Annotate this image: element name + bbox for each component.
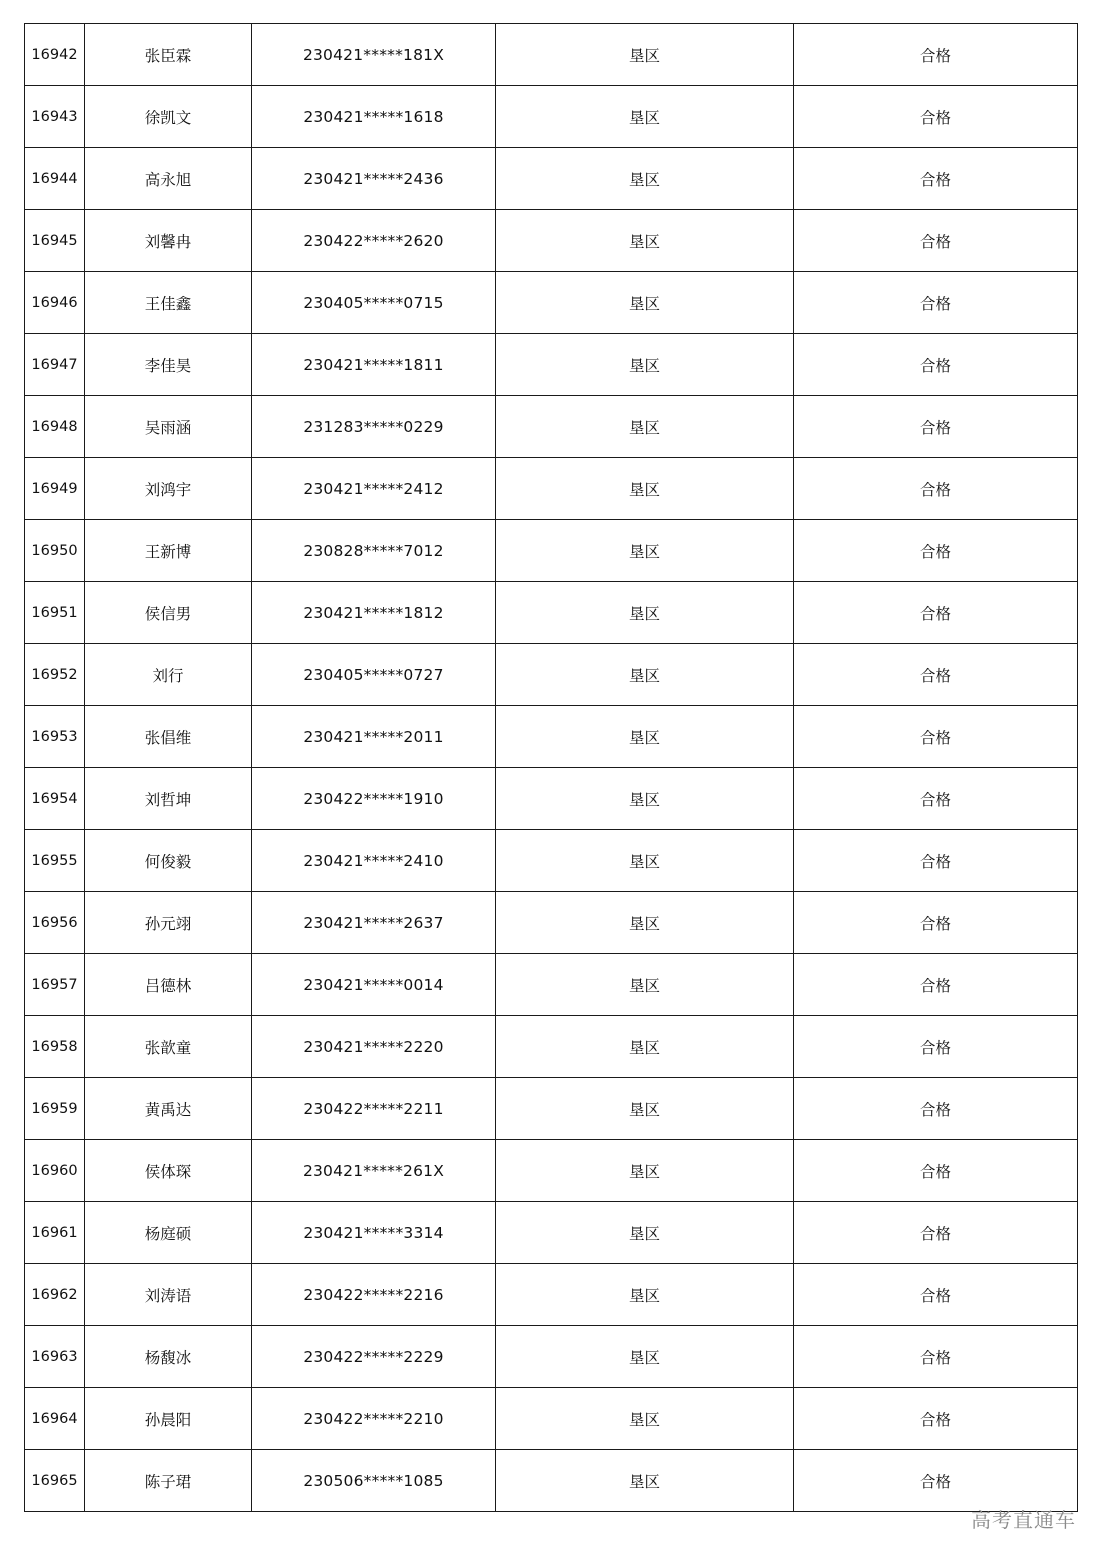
id-number-cell: 230421*****2412 [252,458,496,520]
table-row [25,768,1078,830]
serial-number-cell: 16945 [25,210,85,272]
result-cell: 合格 [794,892,1078,954]
region-cell: 垦区 [496,272,794,334]
result-cell: 合格 [794,148,1078,210]
name-cell: 王佳鑫 [85,272,252,334]
result-cell: 合格 [794,1450,1078,1512]
serial-number-cell: 16947 [25,334,85,396]
table-row [25,458,1078,520]
result-cell: 合格 [794,520,1078,582]
region-cell: 垦区 [496,1264,794,1326]
table-row [25,1016,1078,1078]
serial-number-cell: 16958 [25,1016,85,1078]
name-cell: 侯信男 [85,582,252,644]
region-cell: 垦区 [496,1016,794,1078]
serial-number-cell: 16942 [25,24,85,86]
id-number-cell: 230422*****2210 [252,1388,496,1450]
id-number-cell: 230421*****2220 [252,1016,496,1078]
results-table-body [25,24,1078,1512]
serial-number-cell: 16944 [25,148,85,210]
id-number-cell: 230421*****1811 [252,334,496,396]
region-cell: 垦区 [496,396,794,458]
region-cell: 垦区 [496,210,794,272]
serial-number-cell: 16943 [25,86,85,148]
table-row [25,1326,1078,1388]
region-cell: 垦区 [496,520,794,582]
result-cell: 合格 [794,706,1078,768]
id-number-cell: 230421*****2436 [252,148,496,210]
table-row [25,830,1078,892]
result-cell: 合格 [794,830,1078,892]
name-cell: 刘行 [85,644,252,706]
name-cell: 刘馨冉 [85,210,252,272]
serial-number-cell: 16955 [25,830,85,892]
region-cell: 垦区 [496,768,794,830]
id-number-cell: 230422*****2211 [252,1078,496,1140]
name-cell: 张臣霖 [85,24,252,86]
name-cell: 陈子珺 [85,1450,252,1512]
region-cell: 垦区 [496,892,794,954]
table-row [25,1078,1078,1140]
region-cell: 垦区 [496,86,794,148]
table-row [25,582,1078,644]
serial-number-cell: 16965 [25,1450,85,1512]
region-cell: 垦区 [496,1140,794,1202]
name-cell: 高永旭 [85,148,252,210]
region-cell: 垦区 [496,148,794,210]
result-cell: 合格 [794,396,1078,458]
result-cell: 合格 [794,272,1078,334]
result-cell: 合格 [794,1326,1078,1388]
serial-number-cell: 16949 [25,458,85,520]
region-cell: 垦区 [496,458,794,520]
table-row [25,1450,1078,1512]
serial-number-cell: 16950 [25,520,85,582]
name-cell: 刘鸿宇 [85,458,252,520]
name-cell: 何俊毅 [85,830,252,892]
id-number-cell: 230405*****0715 [252,272,496,334]
results-table [24,23,1078,1512]
watermark-text: 高考直通车 [971,1508,1076,1532]
table-row [25,210,1078,272]
name-cell: 张倡维 [85,706,252,768]
name-cell: 刘哲坤 [85,768,252,830]
serial-number-cell: 16961 [25,1202,85,1264]
table-row [25,644,1078,706]
table-row [25,86,1078,148]
serial-number-cell: 16962 [25,1264,85,1326]
serial-number-cell: 16953 [25,706,85,768]
result-cell: 合格 [794,1388,1078,1450]
id-number-cell: 230422*****2620 [252,210,496,272]
name-cell: 孙元翊 [85,892,252,954]
name-cell: 张歆童 [85,1016,252,1078]
table-row [25,334,1078,396]
id-number-cell: 230421*****2011 [252,706,496,768]
id-number-cell: 230421*****1618 [252,86,496,148]
id-number-cell: 230405*****0727 [252,644,496,706]
name-cell: 王新博 [85,520,252,582]
id-number-cell: 230422*****1910 [252,768,496,830]
region-cell: 垦区 [496,1388,794,1450]
id-number-cell: 230828*****7012 [252,520,496,582]
serial-number-cell: 16946 [25,272,85,334]
table-row [25,1202,1078,1264]
table-row [25,1140,1078,1202]
result-cell: 合格 [794,1264,1078,1326]
result-cell: 合格 [794,24,1078,86]
serial-number-cell: 16964 [25,1388,85,1450]
id-number-cell: 230506*****1085 [252,1450,496,1512]
serial-number-cell: 16952 [25,644,85,706]
result-cell: 合格 [794,458,1078,520]
name-cell: 孙晨阳 [85,1388,252,1450]
serial-number-cell: 16963 [25,1326,85,1388]
region-cell: 垦区 [496,334,794,396]
name-cell: 杨庭硕 [85,1202,252,1264]
result-cell: 合格 [794,1202,1078,1264]
id-number-cell: 230421*****181X [252,24,496,86]
table-row [25,396,1078,458]
id-number-cell: 230421*****261X [252,1140,496,1202]
serial-number-cell: 16951 [25,582,85,644]
name-cell: 李佳昊 [85,334,252,396]
name-cell: 吴雨涵 [85,396,252,458]
table-row [25,706,1078,768]
serial-number-cell: 16948 [25,396,85,458]
name-cell: 黄禹达 [85,1078,252,1140]
table-row [25,272,1078,334]
region-cell: 垦区 [496,1078,794,1140]
table-row [25,892,1078,954]
table-row [25,954,1078,1016]
result-cell: 合格 [794,334,1078,396]
region-cell: 垦区 [496,582,794,644]
id-number-cell: 230421*****0014 [252,954,496,1016]
id-number-cell: 230421*****2637 [252,892,496,954]
result-cell: 合格 [794,954,1078,1016]
region-cell: 垦区 [496,24,794,86]
serial-number-cell: 16959 [25,1078,85,1140]
region-cell: 垦区 [496,1202,794,1264]
result-cell: 合格 [794,1078,1078,1140]
table-row [25,520,1078,582]
serial-number-cell: 16956 [25,892,85,954]
id-number-cell: 230421*****3314 [252,1202,496,1264]
id-number-cell: 230422*****2216 [252,1264,496,1326]
result-cell: 合格 [794,210,1078,272]
region-cell: 垦区 [496,954,794,1016]
region-cell: 垦区 [496,830,794,892]
name-cell: 侯体琛 [85,1140,252,1202]
name-cell: 刘涛语 [85,1264,252,1326]
table-row [25,1388,1078,1450]
result-cell: 合格 [794,582,1078,644]
name-cell: 杨馥冰 [85,1326,252,1388]
id-number-cell: 230422*****2229 [252,1326,496,1388]
result-cell: 合格 [794,644,1078,706]
serial-number-cell: 16957 [25,954,85,1016]
serial-number-cell: 16954 [25,768,85,830]
table-row [25,148,1078,210]
region-cell: 垦区 [496,706,794,768]
id-number-cell: 230421*****1812 [252,582,496,644]
id-number-cell: 231283*****0229 [252,396,496,458]
region-cell: 垦区 [496,1450,794,1512]
name-cell: 吕德林 [85,954,252,1016]
table-row [25,24,1078,86]
result-cell: 合格 [794,768,1078,830]
table-row [25,1264,1078,1326]
result-cell: 合格 [794,86,1078,148]
region-cell: 垦区 [496,644,794,706]
result-cell: 合格 [794,1140,1078,1202]
serial-number-cell: 16960 [25,1140,85,1202]
id-number-cell: 230421*****2410 [252,830,496,892]
region-cell: 垦区 [496,1326,794,1388]
result-cell: 合格 [794,1016,1078,1078]
name-cell: 徐凯文 [85,86,252,148]
